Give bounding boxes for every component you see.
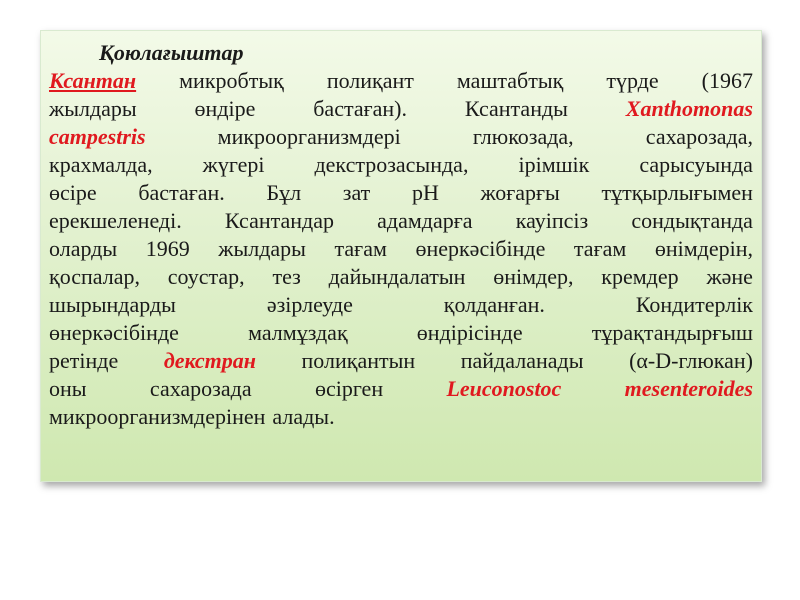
word: рН [411, 180, 439, 205]
word: микроорганизмдерінен [49, 404, 266, 429]
word: адамдарға [377, 208, 473, 233]
word: (1967 [701, 68, 753, 93]
word: полиқантын [301, 348, 416, 373]
word: өнімдер, [493, 264, 574, 289]
paragraph-line [49, 123, 753, 151]
word: тез [272, 264, 301, 289]
word: оларды [49, 236, 118, 261]
word: ретінде [49, 348, 119, 373]
word: өндіре [194, 96, 256, 121]
paragraph-line [49, 151, 753, 179]
paragraph [49, 67, 753, 431]
word: ірімшік [518, 152, 590, 177]
word: Бұл [266, 180, 302, 205]
word: өнеркәсібінде [415, 236, 546, 261]
word: тұтқырлығымен [601, 180, 753, 205]
paragraph-line [49, 263, 753, 291]
paragraph-line [49, 67, 753, 95]
paragraph-line [49, 319, 753, 347]
heading: Қоюлағыштар [99, 40, 244, 65]
word: жылдары [218, 236, 306, 261]
paragraph-line [49, 403, 753, 431]
word: тұрақтандырғыш [591, 320, 753, 345]
word: малмұздақ [248, 320, 348, 345]
word: жылдары [49, 96, 137, 121]
word: әзірлеуде [266, 292, 353, 317]
word: қоспалар, [49, 264, 140, 289]
word: тағам [573, 236, 627, 261]
paragraph-line [49, 207, 753, 235]
word: өнеркәсібінде [49, 320, 179, 345]
word: кремдер [601, 264, 679, 289]
paragraph-line [49, 291, 753, 319]
word: Ксантандар [224, 208, 334, 233]
word: 1969 [145, 236, 190, 261]
word: ерекшеленеді. [49, 208, 182, 233]
word: глюкозада, [472, 124, 574, 149]
word: сондықтанда [631, 208, 753, 233]
word: полиқант [326, 68, 414, 93]
highlighted-term: Leuconostoc [446, 376, 562, 401]
word: өсіре [49, 180, 97, 205]
word: сахарозада, [645, 124, 753, 149]
paragraph-line [49, 179, 753, 207]
word: жоғарғы [480, 180, 560, 205]
word: микробтық [179, 68, 284, 93]
word: крахмалда, [49, 152, 153, 177]
paragraph-line [49, 347, 753, 375]
text-panel [40, 30, 762, 482]
paragraph-line [49, 95, 753, 123]
paragraph-line [49, 375, 753, 403]
word: кауіпсіз [515, 208, 589, 233]
word: өндірісінде [416, 320, 523, 345]
word: оны [49, 376, 87, 401]
word: Ксантанды [464, 96, 568, 121]
word: түрде [606, 68, 659, 93]
word: декстрозасында, [314, 152, 469, 177]
word: пайдаланады [460, 348, 584, 373]
word: қолданған. [443, 292, 545, 317]
word: дайындалатын [328, 264, 466, 289]
word: соустар, [167, 264, 245, 289]
word: алады. [272, 404, 335, 429]
word: жүгері [202, 152, 265, 177]
word: бастаған). [313, 96, 407, 121]
word: бастаған. [138, 180, 225, 205]
highlighted-term: декстран [163, 348, 256, 373]
word: және [706, 264, 753, 289]
highlighted-term: Ксантан [49, 68, 137, 93]
word: сарысуында [639, 152, 753, 177]
word: сахарозада [149, 376, 252, 401]
highlighted-term: Xanthomonas [625, 96, 753, 121]
highlighted-term: mesenteroides [624, 376, 753, 401]
word: өнімдерін, [654, 236, 753, 261]
word: зат [342, 180, 371, 205]
word: Кондитерлік [635, 292, 753, 317]
paragraph-line [49, 235, 753, 263]
word: тағам [334, 236, 387, 261]
word: өсірген [314, 376, 384, 401]
word: (α-D-глюкан) [629, 348, 753, 373]
highlighted-term: campestris [49, 124, 146, 149]
word: микроорганизмдері [217, 124, 401, 149]
word: шырындарды [49, 292, 176, 317]
word: маштабтық [456, 68, 564, 93]
